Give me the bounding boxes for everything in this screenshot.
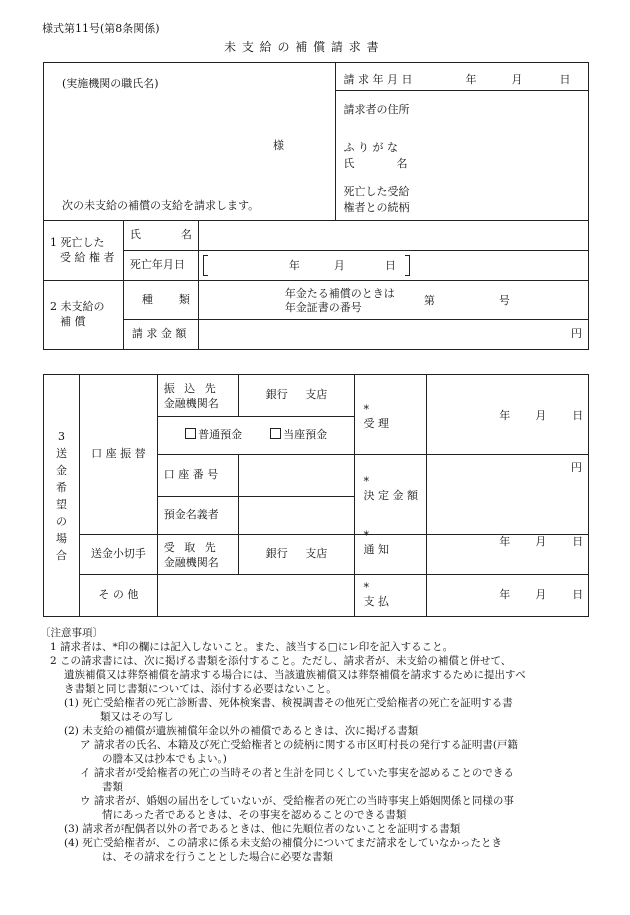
type-label: 種 類 [123,281,198,320]
decision-amount-label: 決 定 金 額 [363,489,418,502]
deposit-type-cell [157,417,355,455]
right-bracket [405,255,410,276]
payment-label: 支 払 [363,595,389,608]
account-holder-label: 預金名義者 [157,497,238,535]
page-title: 未 支 給 の 補 償 請 求 書 [224,40,380,54]
section3-label: 3 送 金 希 望 の 場 合 [44,375,80,617]
notes-section [40,626,600,864]
section2-label: 2 未支給の 補 償 [44,281,124,350]
furigana-label: ふ り が な [343,141,399,154]
note-line: (1) 死亡受給権者の死亡診断書、死体検案書、検視調書その他死亡受給権者の死亡を証明する書 [64,697,513,709]
checking-deposit-checkbox[interactable]: 当座預金 [270,428,327,441]
note-line: 書類 [102,781,123,793]
bank-field[interactable]: 銀行 支店 [238,375,355,417]
account-number-label: 口 座 番 号 [157,455,238,497]
bank-label: 振 込 先 金融機関名 [157,375,238,417]
receipt-date-field[interactable]: 年 月 日 [427,375,589,455]
receipt-label: 受 理 [363,417,389,430]
left-bracket [203,255,208,276]
death-month: 月 [333,259,345,272]
divider [336,90,588,91]
request-month: 月 [511,73,523,86]
remittance-check-label: 送金小切手 [79,535,157,575]
amount-field[interactable] [198,320,588,350]
note-line: 2 この請求書には、次に掲げる書類を添付すること。ただし、請求者が、未支給の補償と併せて、 [50,655,512,667]
pension-note-1: 年金たる補償のときは [284,287,395,300]
receive-bank-label: 受 取 先 金融機関名 [157,535,238,575]
claimant-address-label: 請求者の住所 [343,103,410,116]
deceased-name-label: 氏 名 [123,221,198,251]
number-suffix: 号 [498,294,510,307]
notice-label: 通 知 [363,543,389,556]
number-prefix: 第 [423,294,435,307]
note-line: イ 請求者が受給権者の死亡の当時その者と生計を同じくしていた事実を認めることのできる [80,767,514,779]
account-number-field[interactable] [238,455,355,497]
note-line: 1 請求者は、*印の欄には記入しないこと。また、該当する□にレ印を記入すること。 [50,641,454,653]
note-line: の謄本又は抄本でもよい。) [102,753,227,765]
note-line: ア 請求者の氏名、本籍及び死亡受給権者との続柄に関する市区町村長の発行する証明書(戸籍 [80,739,518,751]
addressee-cell [44,63,336,221]
relationship-label-1: 死亡した受給 [343,185,410,198]
claimant-name-label: 氏 名 [343,157,408,170]
death-day: 日 [384,259,396,272]
type-field[interactable] [198,281,588,320]
request-day: 日 [559,73,571,86]
amount-label: 請 求 金 額 [123,320,198,350]
death-date-label: 死亡年月日 [123,251,198,281]
yen-unit: 円 [571,327,582,341]
payment-label-cell: * 支 払 [355,575,427,617]
note-line: 情にあった者であるときは、その事実を認めることのできる書類 [102,809,407,821]
deceased-name-field[interactable] [198,221,588,251]
request-year: 年 [465,73,477,86]
note-line: は、その請求を行うこととした場合に必要な書類 [102,851,333,863]
receive-bank-field[interactable]: 銀行 支店 [238,535,355,575]
form-number: 様式第11号(第8条関係) [42,22,160,35]
note-line: 遺族補償又は葬祭補償を請求する場合には、当該遺族補償又は葬祭補償を請求するために提出すべ [64,669,526,681]
notice-date-field[interactable]: 年 月 日 [427,535,589,575]
pension-note-2: 年金証書の番号 [284,301,362,314]
payment-date-field[interactable]: 年 月 日 [427,575,589,617]
request-statement: 次の未支給の補償の支給を請求します。 [62,199,260,212]
ordinary-deposit-checkbox[interactable]: 普通預金 [185,428,242,441]
death-date-field[interactable] [198,251,588,281]
other-field[interactable] [157,575,355,617]
account-transfer-label: 口 座 振 替 [79,375,157,535]
note-line: (4) 死亡受給権者が、この請求に係る未支給の補償分についてまだ請求をしていなかったとき [64,837,502,849]
other-label: そ の 他 [79,575,157,617]
account-holder-field[interactable] [238,497,355,535]
note-line: ウ 請求者が、婚姻の届出をしていないが、受給権者の死亡の当時事実上婚姻関係と同様の事 [80,795,514,807]
death-year: 年 [288,259,300,272]
claimant-info-cell [335,63,588,221]
request-date-label: 請 求 年 月 日 [343,73,413,86]
relationship-label-2: 権者との続柄 [343,201,410,214]
honorific: 様 [273,139,284,152]
note-line: (2) 未支給の補償が遺族補償年金以外の補償であるときは、次に掲げる書類 [64,725,419,737]
note-line: 類又はその写し [100,711,174,723]
claim-form-table [43,62,589,350]
notes-heading: 〔注意事項〕 [40,627,103,639]
note-line: き書類と同じ書類については、添付する必要はないこと。 [64,683,337,695]
notice-label-cell: * 通 知 [355,535,427,575]
remittance-table [43,374,589,617]
org-name-label: (実施機関の職氏名) [62,77,159,90]
receipt-label-cell: * 受 理 [355,375,427,455]
note-line: (3) 請求者が配偶者以外の者であるときは、他に先順位者のないことを証明する書類 [64,823,461,835]
decision-amount-label-cell: * 決 定 金 額 [355,455,427,535]
decision-amount-field[interactable]: 円 [427,455,589,535]
section1-label: 1 死亡した 受 給 権 者 [44,221,124,281]
